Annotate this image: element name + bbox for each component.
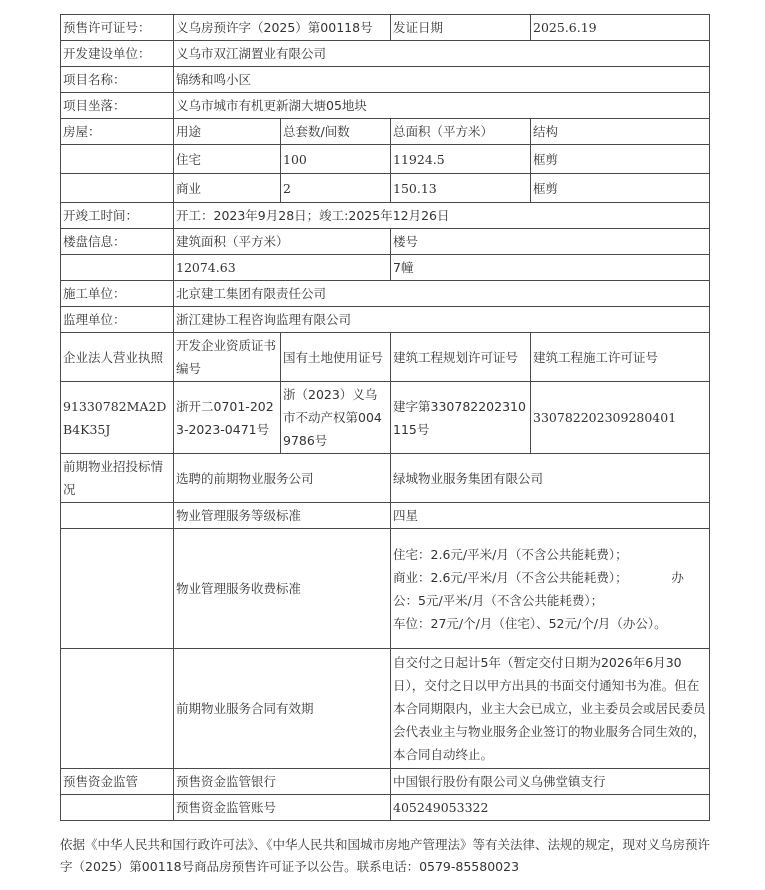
project-name-label: 项目名称： xyxy=(61,67,174,93)
row-building-info-values xyxy=(61,255,710,281)
row-building-info-header xyxy=(61,229,710,255)
service-grade-label: 物业管理服务等级标准 xyxy=(174,503,391,529)
location-label: 项目坐落： xyxy=(61,93,174,119)
license-planning: 建字第330782202310115号 xyxy=(391,382,531,454)
housing-count: 100 xyxy=(281,145,391,174)
fund-label: 预售资金监管 xyxy=(61,769,174,795)
property-bid-label: 前期物业招投标情况 xyxy=(61,454,174,503)
housing-use: 商业 xyxy=(174,174,281,203)
license-qualification: 浙开二0701-2023-2023-0471号 xyxy=(174,382,281,454)
empty-cell xyxy=(61,174,174,203)
housing-structure: 框剪 xyxy=(531,174,710,203)
fee-line: 车位：27元/个/月（住宅）、52元/个/月（办公）。 xyxy=(393,615,667,631)
supervisor-label: 监理单位： xyxy=(61,307,174,333)
developer-label: 开发建设单位： xyxy=(61,41,174,67)
row-location xyxy=(61,93,710,119)
license-header-qualification: 开发企业资质证书编号 xyxy=(174,333,281,382)
housing-area: 11924.5 xyxy=(391,145,531,174)
row-project-name xyxy=(61,67,710,93)
fee-line: 公：5元/平米/月（不含公共能耗费）； xyxy=(393,592,604,608)
empty-cell xyxy=(61,503,174,529)
fee-standard xyxy=(391,529,710,649)
announcement-footer: 依据《中华人民共和国行政许可法》、《中华人民共和国城市房地产管理法》等有关法律、法规的规定，现对义乌房预许字（2025）第00118号商品房预售许可证予以公告。联系电话：0579-85580023 xyxy=(60,837,711,874)
license-header-construction: 建筑工程施工许可证号 xyxy=(531,333,710,382)
row-supervisor xyxy=(61,307,710,333)
housing-header-use: 用途 xyxy=(174,119,281,145)
housing-label: 房屋： xyxy=(61,119,174,145)
service-grade: 四星 xyxy=(391,503,710,529)
row-developer xyxy=(61,41,710,67)
bank-label: 预售资金监管银行 xyxy=(174,769,391,795)
row-account xyxy=(61,795,710,821)
building-area-label: 建筑面积（平方米） xyxy=(174,229,391,255)
empty-cell xyxy=(61,795,174,821)
permit-no-label: 预售许可证号： xyxy=(61,15,174,41)
bank: 中国银行股份有限公司义乌佛堂镇支行 xyxy=(391,769,710,795)
contract-text: 自交付之日起计5年（暂定交付日期为2026年6月30日），交付之日以甲方出具的书面交付通知书为准。但在本合同期限内，业主大会已成立，业主委员会或居民委员会代表业主与物业服务企业签订的物业服务合同生效的，本合同自动终止。 xyxy=(391,649,710,769)
row-property-bid xyxy=(61,454,710,503)
empty-cell xyxy=(61,255,174,281)
empty-cell xyxy=(61,529,174,649)
empty-cell xyxy=(61,145,174,174)
permit-no: 义乌房预许字（2025）第00118号 xyxy=(174,15,391,41)
row-service-grade xyxy=(61,503,710,529)
issue-date-label: 发证日期 xyxy=(391,15,531,41)
building-area: 12074.63 xyxy=(174,255,391,281)
row-contractor xyxy=(61,281,710,307)
construction-time: 开工：2023年9月28日；竣工:2025年12月26日 xyxy=(174,203,710,229)
selected-company-label: 选聘的前期物业服务公司 xyxy=(174,454,391,503)
housing-row xyxy=(61,174,710,203)
project-name: 锦绣和鸣小区 xyxy=(174,67,710,93)
row-bank xyxy=(61,769,710,795)
housing-use: 住宅 xyxy=(174,145,281,174)
account: 405249053322 xyxy=(391,795,710,821)
fee-line: 住宅：2.6元/平米/月（不含公共能耗费）； xyxy=(393,546,628,562)
developer: 义乌市双江湖置业有限公司 xyxy=(174,41,710,67)
fee-label: 物业管理服务收费标准 xyxy=(174,529,391,649)
housing-row xyxy=(61,145,710,174)
construction-time-label: 开竣工时间： xyxy=(61,203,174,229)
location: 义乌市城市有机更新湖大塘05地块 xyxy=(174,93,710,119)
issue-date: 2025.6.19 xyxy=(531,15,710,41)
license-header-planning: 建筑工程规划许可证号 xyxy=(391,333,531,382)
row-fee xyxy=(61,529,710,649)
building-no: 7幢 xyxy=(391,255,710,281)
building-info-label: 楼盘信息： xyxy=(61,229,174,255)
contract-label: 前期物业服务合同有效期 xyxy=(174,649,391,769)
row-construction-time xyxy=(61,203,710,229)
row-license-values xyxy=(61,382,710,454)
license-business: 91330782MA2DB4K35J xyxy=(61,382,174,454)
supervisor: 浙江建协工程咨询监理有限公司 xyxy=(174,307,710,333)
license-land: 浙（2023）义乌市不动产权第0049786号 xyxy=(281,382,391,454)
contractor: 北京建工集团有限责任公司 xyxy=(174,281,710,307)
selected-company: 绿城物业服务集团有限公司 xyxy=(391,454,710,503)
presale-permit-table xyxy=(60,14,710,821)
license-construction: 330782202309280401 xyxy=(531,382,710,454)
housing-structure: 框剪 xyxy=(531,145,710,174)
row-permit-no xyxy=(61,15,710,41)
row-license-headers xyxy=(61,333,710,382)
housing-count: 2 xyxy=(281,174,391,203)
building-no-label: 楼号 xyxy=(391,229,710,255)
fee-line: 商业：2.6元/平米/月（不含公共能耗费）； 办 xyxy=(393,569,684,585)
housing-header-area: 总面积（平方米） xyxy=(391,119,531,145)
housing-header-structure: 结构 xyxy=(531,119,710,145)
license-header-land: 国有土地使用证号 xyxy=(281,333,391,382)
account-label: 预售资金监管账号 xyxy=(174,795,391,821)
contractor-label: 施工单位： xyxy=(61,281,174,307)
license-header-business: 企业法人营业执照 xyxy=(61,333,174,382)
housing-header-count: 总套数/间数 xyxy=(281,119,391,145)
housing-area: 150.13 xyxy=(391,174,531,203)
empty-cell xyxy=(61,649,174,769)
row-contract xyxy=(61,649,710,769)
row-housing-header xyxy=(61,119,710,145)
